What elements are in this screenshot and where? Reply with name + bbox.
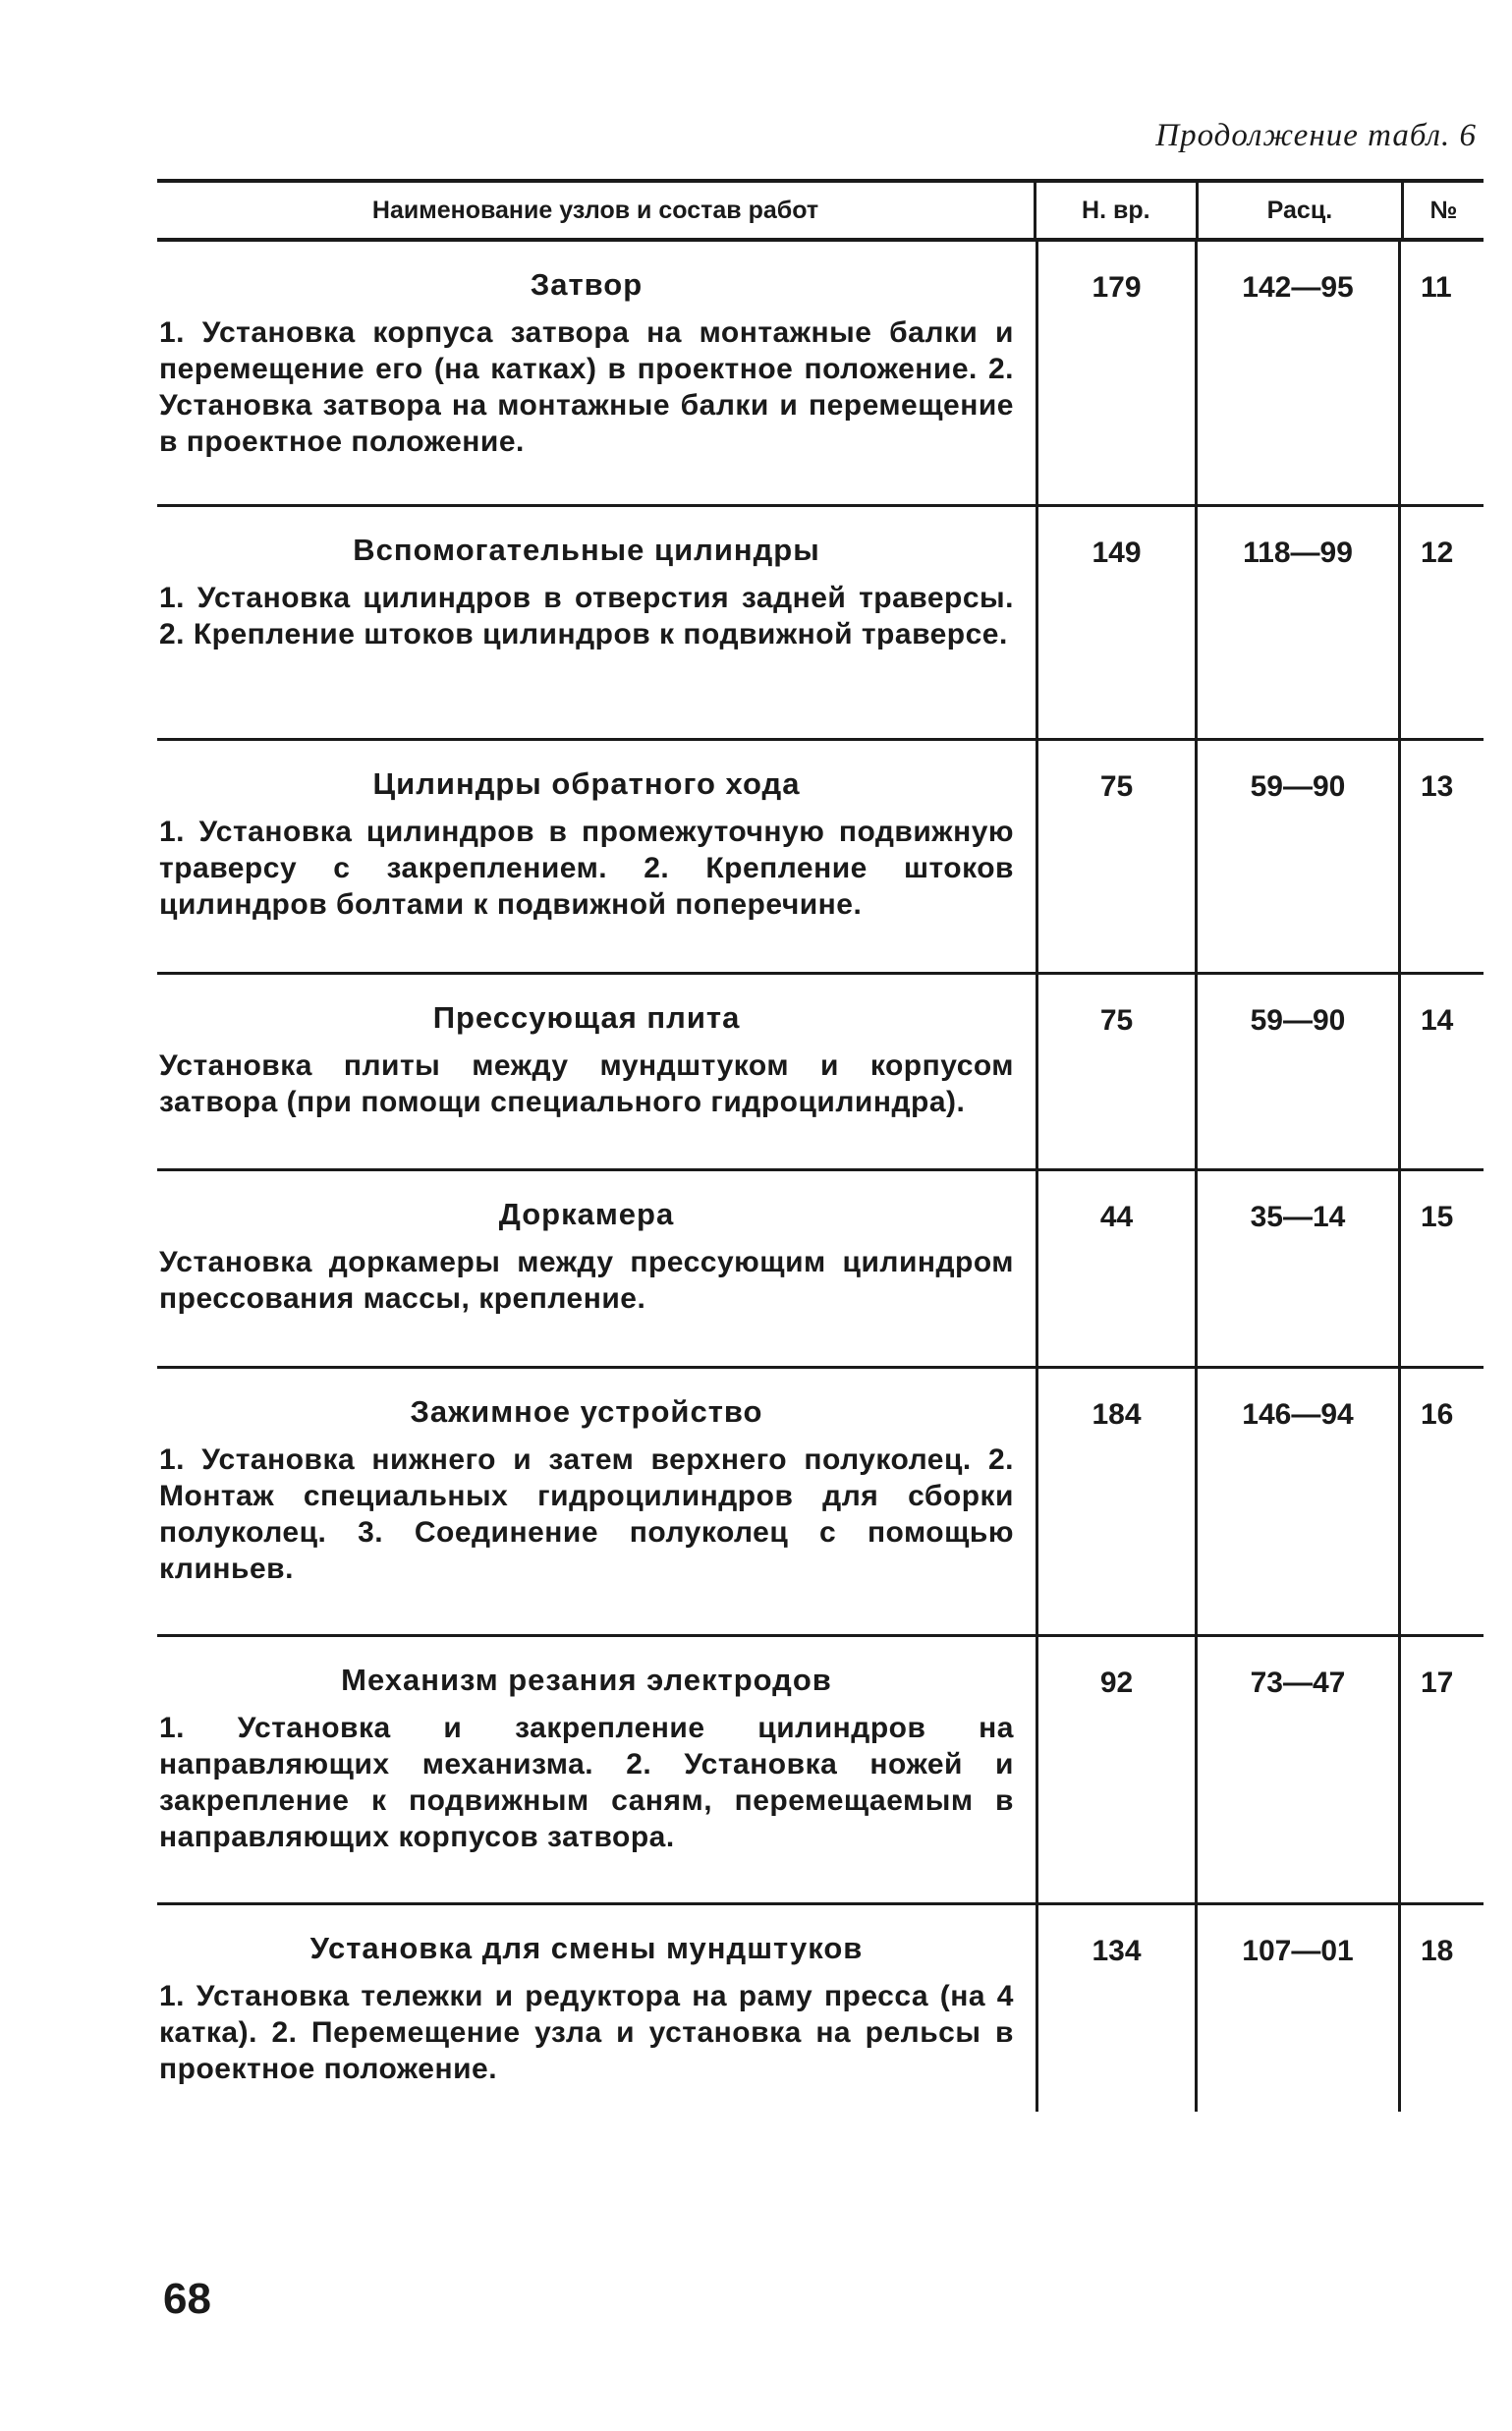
page-number: 68 bbox=[163, 2275, 211, 2323]
table-row bbox=[157, 1369, 1484, 1637]
unit-title: Затвор bbox=[530, 267, 644, 302]
unit-title: Механизм резания электродов bbox=[341, 1663, 832, 1697]
name-cell bbox=[157, 242, 1036, 504]
table-row bbox=[157, 1637, 1484, 1905]
unit-description: 1. Установка корпуса затвора на монтажные балки и перемещение его (на катках) в проектное положение. 2. Установка затвора на монтажные балки и перемещение в проектное положение. bbox=[159, 316, 1014, 458]
rate-cell: 142—95 bbox=[1195, 242, 1398, 504]
name-cell bbox=[157, 741, 1036, 972]
table-row bbox=[157, 242, 1484, 507]
number-cell: 13 bbox=[1398, 741, 1478, 972]
number-cell: 15 bbox=[1398, 1171, 1478, 1366]
unit-description: 1. Установка нижнего и затем верхнего полуколец. 2. Монтаж специальных гидроцилиндров для сборки полуколец. 3. Соединение полуколец с помощью клиньев. bbox=[159, 1443, 1014, 1585]
time-norm-cell: 75 bbox=[1036, 975, 1195, 1168]
rate-cell: 59—90 bbox=[1195, 975, 1398, 1168]
table-row bbox=[157, 1171, 1484, 1369]
rate-cell: 118—99 bbox=[1195, 507, 1398, 738]
number-cell: 12 bbox=[1398, 507, 1478, 738]
name-cell bbox=[157, 1905, 1036, 2112]
table-row bbox=[157, 975, 1484, 1171]
time-norm-cell: 179 bbox=[1036, 242, 1195, 504]
unit-title: Доркамера bbox=[498, 1197, 675, 1231]
number-cell: 17 bbox=[1398, 1637, 1478, 1902]
unit-description: 1. Установка и закрепление цилиндров на направляющих механизма. 2. Установка ножей и закрепление к подвижным саням, перемещаемым в направляющих корпусов затвора. bbox=[159, 1712, 1014, 1853]
time-norm-cell: 149 bbox=[1036, 507, 1195, 738]
unit-title: Прессующая плита bbox=[432, 1000, 741, 1035]
name-cell bbox=[157, 975, 1036, 1168]
unit-description: 1. Установка цилиндров в отверстия задней траверсы. 2. Крепление штоков цилиндров к подвижной траверсе. bbox=[159, 582, 1014, 650]
time-norm-cell: 44 bbox=[1036, 1171, 1195, 1366]
unit-description: Установка плиты между мундштуком и корпусом затвора (при помощи специального гидроцилиндра). bbox=[159, 1049, 1014, 1118]
name-cell bbox=[157, 1637, 1036, 1902]
name-cell bbox=[157, 507, 1036, 738]
header-time-norm: Н. вр. bbox=[1034, 183, 1196, 238]
table-row bbox=[157, 1905, 1484, 2112]
time-norm-cell: 184 bbox=[1036, 1369, 1195, 1634]
unit-title: Цилиндры обратного хода bbox=[372, 766, 801, 801]
rate-cell: 107—01 bbox=[1195, 1905, 1398, 2112]
table-row bbox=[157, 741, 1484, 975]
unit-description: 1. Установка тележки и редуктора на раму пресса (на 4 катка). 2. Перемещение узла и установка на рельсы в проектное положение. bbox=[159, 1980, 1014, 2085]
unit-title: Установка для смены мундштуков bbox=[309, 1931, 864, 1965]
header-name: Наименование узлов и состав работ bbox=[371, 196, 819, 224]
unit-title: Зажимное устройство bbox=[410, 1394, 763, 1429]
rate-cell: 59—90 bbox=[1195, 741, 1398, 972]
header-rate: Расц. bbox=[1196, 183, 1402, 238]
norms-table bbox=[157, 179, 1484, 2112]
time-norm-cell: 75 bbox=[1036, 741, 1195, 972]
number-cell: 14 bbox=[1398, 975, 1478, 1168]
table-row bbox=[157, 507, 1484, 741]
time-norm-cell: 134 bbox=[1036, 1905, 1195, 2112]
unit-title: Вспомогательные цилиндры bbox=[353, 533, 820, 567]
rate-cell: 35—14 bbox=[1195, 1171, 1398, 1366]
number-cell: 18 bbox=[1398, 1905, 1478, 2112]
name-cell bbox=[157, 1171, 1036, 1366]
name-cell bbox=[157, 1369, 1036, 1634]
time-norm-cell: 92 bbox=[1036, 1637, 1195, 1902]
header-number: № bbox=[1401, 183, 1484, 238]
rate-cell: 146—94 bbox=[1195, 1369, 1398, 1634]
number-cell: 16 bbox=[1398, 1369, 1478, 1634]
rate-cell: 73—47 bbox=[1195, 1637, 1398, 1902]
unit-description: 1. Установка цилиндров в промежуточную подвижную траверсу с закреплением. 2. Крепление штоков цилиндров болтами к подвижной поперечине. bbox=[159, 816, 1014, 921]
unit-description: Установка доркамеры между прессующим цилиндром прессования массы, крепление. bbox=[159, 1246, 1014, 1315]
table-header bbox=[157, 179, 1484, 242]
number-cell: 11 bbox=[1398, 242, 1478, 504]
table-caption: Продолжение табл. 6 bbox=[1155, 118, 1477, 153]
